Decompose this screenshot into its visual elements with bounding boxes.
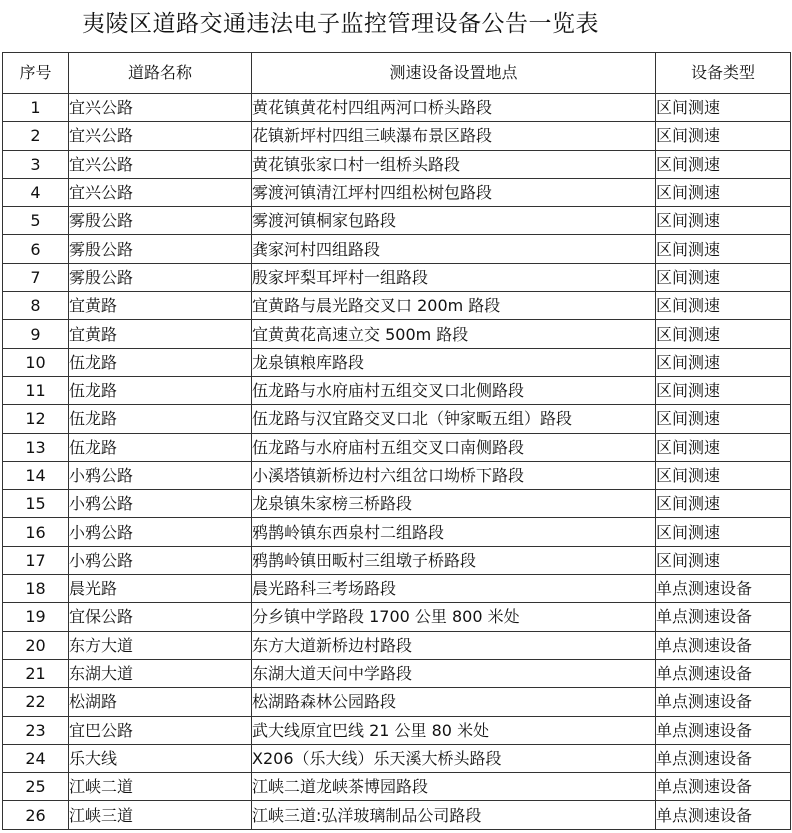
- cell-device-type: 区间测速: [656, 490, 791, 518]
- table-row: [3, 150, 791, 178]
- cell-location: 小溪塔镇新桥边村六组岔口坳桥下路段: [252, 461, 656, 489]
- cell-location: 龙泉镇粮库路段: [252, 348, 656, 376]
- cell-location: 武大线原宜巴线 21 公里 80 米处: [252, 716, 656, 744]
- table-header-row: [3, 53, 791, 94]
- cell-road-name: 宜兴公路: [69, 178, 252, 206]
- table-row: [3, 659, 791, 687]
- cell-road-name: 伍龙路: [69, 405, 252, 433]
- table-row: [3, 461, 791, 489]
- equipment-table: [2, 52, 791, 830]
- table-row: [3, 235, 791, 263]
- cell-location: 东方大道新桥边村路段: [252, 631, 656, 659]
- cell-road-name: 宜兴公路: [69, 122, 252, 150]
- cell-device-type: 区间测速: [656, 263, 791, 291]
- cell-no: 10: [3, 348, 69, 376]
- table-row: [3, 518, 791, 546]
- cell-device-type: 区间测速: [656, 376, 791, 404]
- cell-road-name: 宜黄路: [69, 292, 252, 320]
- cell-road-name: 小鸦公路: [69, 490, 252, 518]
- table-row: [3, 94, 791, 122]
- cell-no: 18: [3, 575, 69, 603]
- cell-no: 4: [3, 178, 69, 206]
- cell-no: 26: [3, 801, 69, 829]
- cell-no: 17: [3, 546, 69, 574]
- cell-no: 20: [3, 631, 69, 659]
- cell-no: 22: [3, 688, 69, 716]
- table-row: [3, 716, 791, 744]
- table-row: [3, 575, 791, 603]
- header-road-name: 道路名称: [69, 53, 252, 94]
- cell-device-type: 单点测速设备: [656, 603, 791, 631]
- table-row: [3, 292, 791, 320]
- cell-device-type: 区间测速: [656, 461, 791, 489]
- cell-no: 14: [3, 461, 69, 489]
- cell-location: 晨光路科三考场路段: [252, 575, 656, 603]
- cell-road-name: 雾殷公路: [69, 263, 252, 291]
- document-title: 夷陵区道路交通违法电子监控管理设备公告一览表: [82, 11, 599, 37]
- cell-device-type: 单点测速设备: [656, 631, 791, 659]
- header-location: 测速设备设置地点: [252, 53, 656, 94]
- cell-location: 宜黄黄花高速立交 500m 路段: [252, 320, 656, 348]
- cell-road-name: 东方大道: [69, 631, 252, 659]
- cell-device-type: 区间测速: [656, 122, 791, 150]
- cell-device-type: 区间测速: [656, 546, 791, 574]
- cell-no: 23: [3, 716, 69, 744]
- table-row: [3, 263, 791, 291]
- cell-road-name: 东湖大道: [69, 659, 252, 687]
- table-body: [3, 94, 791, 830]
- cell-road-name: 小鸦公路: [69, 518, 252, 546]
- cell-no: 21: [3, 659, 69, 687]
- cell-no: 2: [3, 122, 69, 150]
- cell-location: 黄花镇黄花村四组两河口桥头路段: [252, 94, 656, 122]
- cell-device-type: 区间测速: [656, 178, 791, 206]
- cell-device-type: 单点测速设备: [656, 659, 791, 687]
- table-row: [3, 744, 791, 772]
- cell-no: 13: [3, 433, 69, 461]
- table-row: [3, 405, 791, 433]
- cell-location: 雾渡河镇桐家包路段: [252, 207, 656, 235]
- table-row: [3, 603, 791, 631]
- cell-no: 25: [3, 773, 69, 801]
- cell-location: 分乡镇中学路段 1700 公里 800 米处: [252, 603, 656, 631]
- table-row: [3, 773, 791, 801]
- cell-no: 16: [3, 518, 69, 546]
- cell-location: 松湖路森林公园路段: [252, 688, 656, 716]
- cell-device-type: 单点测速设备: [656, 744, 791, 772]
- cell-no: 8: [3, 292, 69, 320]
- table-row: [3, 433, 791, 461]
- cell-location: 花镇新坪村四组三峡瀑布景区路段: [252, 122, 656, 150]
- table-row: [3, 688, 791, 716]
- cell-no: 11: [3, 376, 69, 404]
- cell-device-type: 单点测速设备: [656, 688, 791, 716]
- cell-road-name: 小鸦公路: [69, 461, 252, 489]
- cell-device-type: 单点测速设备: [656, 801, 791, 829]
- cell-no: 5: [3, 207, 69, 235]
- cell-road-name: 宜保公路: [69, 603, 252, 631]
- cell-no: 9: [3, 320, 69, 348]
- cell-road-name: 江峡二道: [69, 773, 252, 801]
- cell-road-name: 伍龙路: [69, 433, 252, 461]
- cell-location: X206（乐大线）乐天溪大桥头路段: [252, 744, 656, 772]
- cell-road-name: 松湖路: [69, 688, 252, 716]
- cell-no: 19: [3, 603, 69, 631]
- cell-no: 12: [3, 405, 69, 433]
- cell-device-type: 区间测速: [656, 518, 791, 546]
- table-row: [3, 376, 791, 404]
- cell-road-name: 宜巴公路: [69, 716, 252, 744]
- cell-device-type: 单点测速设备: [656, 773, 791, 801]
- cell-location: 东湖大道天问中学路段: [252, 659, 656, 687]
- cell-no: 1: [3, 94, 69, 122]
- cell-location: 鸦鹊岭镇田畈村三组墩子桥路段: [252, 546, 656, 574]
- cell-no: 24: [3, 744, 69, 772]
- table-row: [3, 207, 791, 235]
- cell-location: 伍龙路与水府庙村五组交叉口南侧路段: [252, 433, 656, 461]
- table-row: [3, 546, 791, 574]
- cell-device-type: 区间测速: [656, 405, 791, 433]
- cell-road-name: 伍龙路: [69, 376, 252, 404]
- cell-device-type: 区间测速: [656, 207, 791, 235]
- cell-road-name: 乐大线: [69, 744, 252, 772]
- cell-device-type: 区间测速: [656, 348, 791, 376]
- table-row: [3, 178, 791, 206]
- cell-location: 龙泉镇朱家榜三桥路段: [252, 490, 656, 518]
- cell-location: 龚家河村四组路段: [252, 235, 656, 263]
- table-row: [3, 122, 791, 150]
- cell-device-type: 区间测速: [656, 433, 791, 461]
- cell-road-name: 宜兴公路: [69, 150, 252, 178]
- table-row: [3, 348, 791, 376]
- header-no: 序号: [3, 53, 69, 94]
- cell-no: 3: [3, 150, 69, 178]
- cell-road-name: 小鸦公路: [69, 546, 252, 574]
- cell-no: 15: [3, 490, 69, 518]
- cell-device-type: 单点测速设备: [656, 575, 791, 603]
- cell-road-name: 雾殷公路: [69, 235, 252, 263]
- cell-road-name: 宜黄路: [69, 320, 252, 348]
- table-row: [3, 631, 791, 659]
- cell-road-name: 江峡三道: [69, 801, 252, 829]
- cell-road-name: 晨光路: [69, 575, 252, 603]
- cell-road-name: 雾殷公路: [69, 207, 252, 235]
- cell-road-name: 伍龙路: [69, 348, 252, 376]
- table-row: [3, 320, 791, 348]
- cell-location: 伍龙路与水府庙村五组交叉口北侧路段: [252, 376, 656, 404]
- cell-device-type: 区间测速: [656, 94, 791, 122]
- cell-location: 伍龙路与汉宜路交叉口北（钟家畈五组）路段: [252, 405, 656, 433]
- cell-device-type: 区间测速: [656, 320, 791, 348]
- cell-no: 7: [3, 263, 69, 291]
- cell-road-name: 宜兴公路: [69, 94, 252, 122]
- cell-no: 6: [3, 235, 69, 263]
- table-row: [3, 801, 791, 829]
- cell-location: 殷家坪梨耳坪村一组路段: [252, 263, 656, 291]
- table-row: [3, 490, 791, 518]
- cell-device-type: 区间测速: [656, 235, 791, 263]
- cell-location: 黄花镇张家口村一组桥头路段: [252, 150, 656, 178]
- cell-location: 宜黄路与晨光路交叉口 200m 路段: [252, 292, 656, 320]
- cell-location: 鸦鹊岭镇东西泉村二组路段: [252, 518, 656, 546]
- cell-device-type: 区间测速: [656, 150, 791, 178]
- header-device-type: 设备类型: [656, 53, 791, 94]
- cell-location: 江峡二道龙峡茶博园路段: [252, 773, 656, 801]
- cell-device-type: 单点测速设备: [656, 716, 791, 744]
- cell-location: 江峡三道:弘洋玻璃制品公司路段: [252, 801, 656, 829]
- cell-location: 雾渡河镇清江坪村四组松树包路段: [252, 178, 656, 206]
- cell-device-type: 区间测速: [656, 292, 791, 320]
